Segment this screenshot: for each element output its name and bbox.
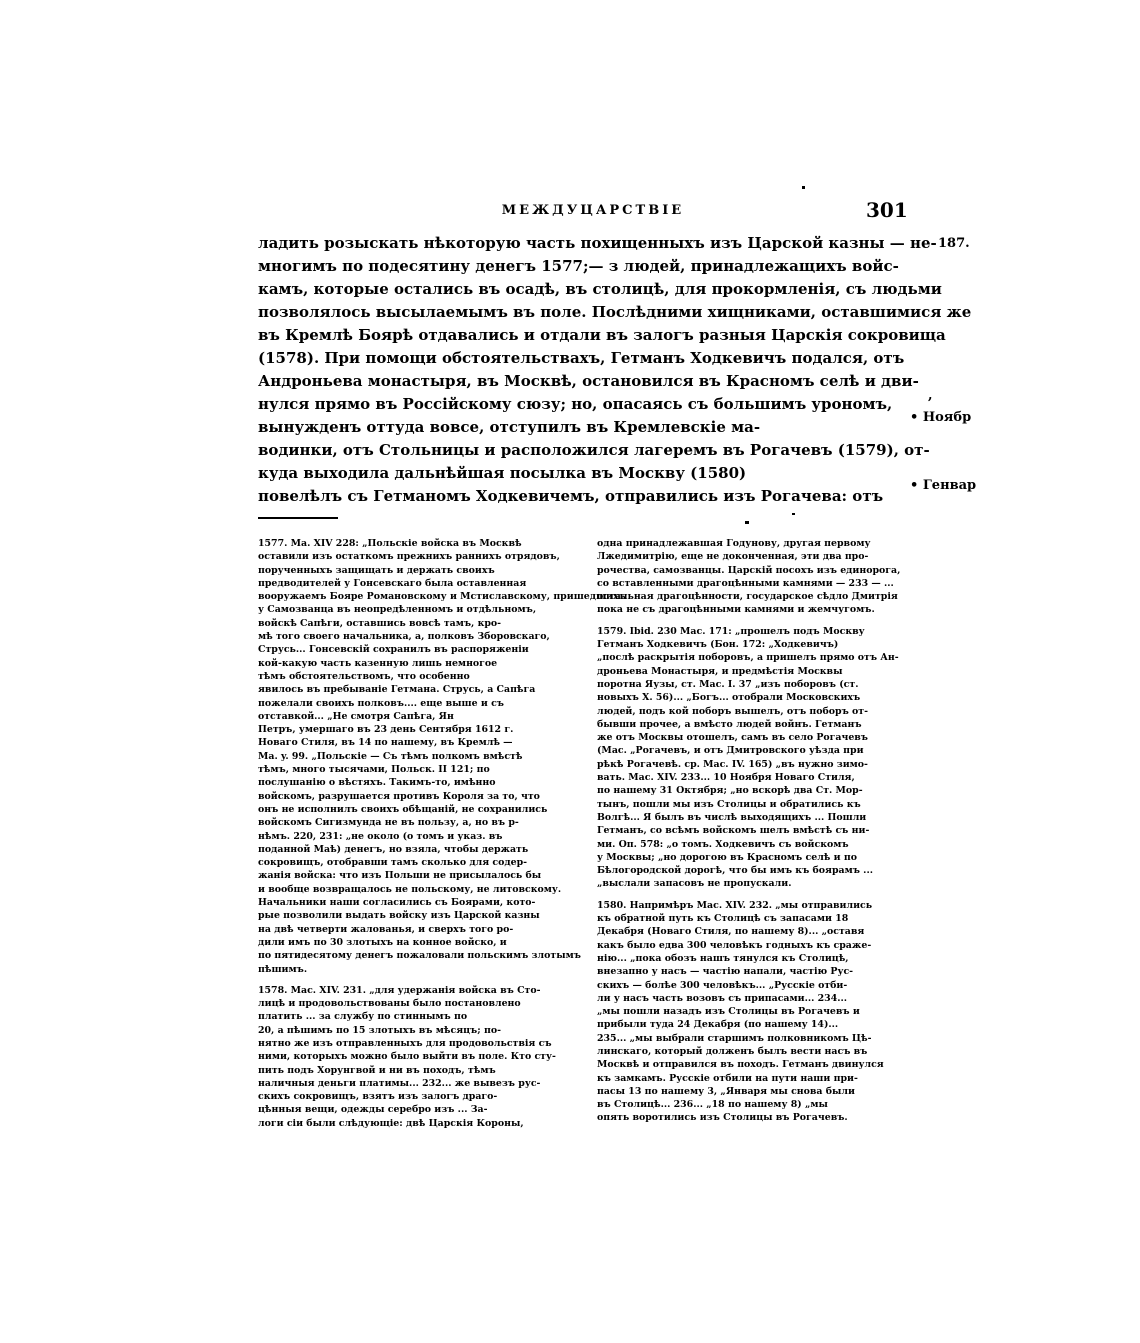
- footnote-line: 1577. Ma. XIV 228: „Польскіе войска въ Москвѣ: [258, 538, 522, 549]
- footnote-line: нѣмъ. 220, 231: „не около (о томъ и указ. въ: [258, 830, 503, 842]
- footnote-line: „мы пошли назадъ изъ Столицы въ Рогачевъ и: [597, 1006, 860, 1018]
- footnote-line: же отъ Москвы отошелъ, самъ въ село Рогачевъ: [597, 732, 868, 744]
- footnote-line: оставили изъ остаткомъ прежнихъ раннихъ отрядовъ,: [258, 551, 560, 563]
- footnote-line: ли у насъ часть возовъ съ припасами... 234...: [597, 992, 848, 1004]
- footnote-line: 1579. Ibid. 230 Mac. 171: „прошелъ подъ Москву: [597, 625, 865, 637]
- footnote-line: „выслали запасовъ не пропускали.: [597, 878, 792, 890]
- margin-note-november: • Ноябр: [910, 410, 972, 425]
- footnote-line: Волгѣ... Я былъ въ числѣ выходящихъ ... Пошли: [597, 811, 867, 823]
- footnote-line: пить подъ Хорунгвой и ни въ походъ, тѣмъ: [258, 1064, 496, 1076]
- footnote-line: онъ не исполнилъ своихъ обѣщаній, не сохранились: [258, 803, 548, 815]
- footnote-line: Декабря (Новаго Стиля, по нашему 8)... „оставя: [597, 926, 865, 938]
- footnote-1578: [258, 984, 583, 1130]
- footnote-line: мѣ того своего начальника, а, полковъ Зборовскаго,: [258, 631, 550, 643]
- main-text-line: (1578). При помощи обстоятельствахъ, Гетманъ Ходкевичъ подался, отъ: [258, 349, 905, 367]
- footnote-line: одна принадлежавшая Годунову, другая первому: [597, 538, 871, 549]
- footnote-line: жанія войска: что изъ Польши не присылалось бы: [258, 870, 542, 882]
- main-text-line: Андроньева монастыря, въ Москвѣ, остановился въ Красномъ селѣ и дви-: [258, 372, 919, 390]
- footnote-line: 1578. Mac. XIV. 231. „для удержанія войска въ Сто-: [258, 984, 541, 996]
- footnote-line: тѣмъ обстоятельствомъ, что особенно: [258, 670, 470, 682]
- running-header: МЕЖДУЦАРСТВІЕ: [501, 203, 685, 218]
- footnote-line: со вставленными драгоцѣнными камнями — 233 — ...: [597, 577, 894, 589]
- footnote-line: у Москвы; „но дорогою въ Красномъ селѣ и по: [597, 851, 857, 863]
- footnote-line: пока не съ драгоцѣнными камнями и жемчугомъ.: [597, 604, 875, 616]
- footnote-line: дроньева Монастыря, и предмѣстія Москвы: [597, 665, 843, 677]
- footnote-line: пасы 13 по нашему 3, „Января мы снова были: [597, 1085, 855, 1097]
- footnote-line: какъ было едва 300 человѣкъ годныхъ къ сраже-: [597, 939, 872, 951]
- footnote-line: внезапно у насъ — частію напали, частію Рус-: [597, 966, 854, 978]
- footnote-line: Гетманъ Ходкевичъ (Бон. 172: „Ходкевичъ): [597, 639, 839, 651]
- footnote-line: Гетманъ, со всѣмъ войскомъ шелъ вмѣстѣ съ ни-: [597, 825, 870, 837]
- footnote-line: людей, подъ кой поборъ вышелъ, отъ поборъ от-: [597, 705, 868, 717]
- footnote-line: рочества, самозванцы. Царскій посохъ изъ единорога,: [597, 564, 901, 576]
- footnote-line: поротна Яузы, ст. Mac. I. 37 „изъ поборовъ (ст.: [597, 678, 859, 690]
- main-text-line: въ Кремлѣ Боярѣ отдавались и отдали въ залогъ разныя Царскія сокровища: [258, 326, 946, 344]
- footnote-line: новыхъ X. 56)... „Богъ... отобрали Московскихъ: [597, 692, 861, 704]
- footnote-line: войскомъ, разрушается противъ Короля за то, что: [258, 790, 540, 802]
- footnote-line: Начальники наши согласились съ Боярами, кото-: [258, 897, 536, 909]
- footnote-continuation: [597, 537, 909, 617]
- main-text-line: нулся прямо въ Россійскому сюзу; но, опасаясь съ большимъ урономъ,: [258, 395, 893, 413]
- page-number: 301: [866, 198, 908, 222]
- footnote-line: логи сіи были слѣдующіе: двѣ Царскія Короны,: [258, 1117, 524, 1129]
- footnote-line: рѣкѣ Рогачевѣ. ср. Mac. IV. 165) „въ нужно зимо-: [597, 758, 868, 770]
- main-text-line: водинки, отъ Стольницы и расположился лагеремъ въ Рогачевъ (1579), от-: [258, 441, 930, 459]
- footnote-line: наличныя деньги платимы... 232... же вывезъ рус-: [258, 1077, 541, 1089]
- footnotes-right-column: [597, 537, 909, 1133]
- main-text-line: повелѣлъ съ Гетманомъ Ходкевичемъ, отправились изъ Рогачева: отъ: [258, 487, 884, 505]
- footnote-line: Лжедимитрію, еще не доконченная, эти два про-: [597, 551, 869, 563]
- footnote-line: опять воротились изъ Столицы въ Рогачевъ.: [597, 1112, 848, 1124]
- footnote-line: цѣнныя вещи, одежды серебро изъ ... За-: [258, 1104, 488, 1116]
- main-text-line: вынужденъ оттуда вовсе, отступилъ въ Кремлевскіе ма-: [258, 418, 761, 436]
- footnote-1580: [597, 899, 909, 1125]
- print-speck: [792, 513, 795, 515]
- footnote-line: къ обратной путь къ Столицѣ съ запасами 18: [597, 913, 849, 925]
- footnote-line: войскомъ Сигизмунда не въ пользу, а, но въ р-: [258, 817, 519, 829]
- footnote-line: 1580. Напримѣръ Mac. XIV. 232. „мы отправились: [597, 899, 873, 911]
- print-speck: [802, 186, 805, 189]
- footnote-line: пожелали своихъ полковъ.... еще выше и съ: [258, 697, 504, 709]
- main-text-line: многимъ по подесятину денегъ 1577;— з людей, принадлежащихъ войс-: [258, 257, 899, 275]
- footnote-line: скихъ сокровищъ, взятъ изъ залогъ драго-: [258, 1091, 498, 1103]
- footnote-line: нію... „пока обозъ нашъ тянулся къ Столицѣ,: [597, 952, 849, 964]
- footnote-separator: [258, 517, 338, 519]
- footnote-line: поданной Маѣ) денегъ, но взяла, чтобы держать: [258, 843, 529, 855]
- footnote-line: Москвѣ и отправился въ походъ. Гетманъ двинулся: [597, 1059, 884, 1071]
- main-text-line: позволялось высылаемымъ въ поле. Послѣдними хищниками, оставшимися же: [258, 303, 972, 321]
- margin-note-comma: ,: [928, 388, 933, 403]
- footnote-line: тѣмъ, много тысячами, Польск. II 121; по: [258, 764, 490, 776]
- footnote-1579: [597, 625, 909, 891]
- footnote-line: прибыли туда 24 Декабря (по нашему 14)...: [597, 1019, 839, 1031]
- footnote-line: линскаго, который долженъ былъ вести насъ въ: [597, 1045, 868, 1057]
- footnote-line: остальная драгоцѣнности, государское сѣдло Дмитрія: [597, 591, 898, 603]
- main-text-line: куда выходила дальнѣйшая посылка въ Москву (1580): [258, 464, 747, 482]
- footnote-line: порученныхъ защищать и держать своихъ: [258, 564, 495, 576]
- footnote-line: и вообще возвращалось не польскому, не литовскому.: [258, 883, 562, 895]
- footnote-line: на двѣ четверти жалованья, и сверхъ того ро-: [258, 923, 514, 935]
- footnote-line: Петръ, умершаго въ 23 день Сентября 1612 г.: [258, 724, 514, 736]
- footnote-line: Струсь... Гонсевскій сохранилъ въ распоряженіи: [258, 644, 529, 656]
- main-text-line: ладить розыскать нѣкоторую часть похищенныхъ изъ Царской казны — не-: [258, 234, 937, 252]
- footnote-line: войскѣ Сапѣги, оставшись вовсѣ тамъ, кро-: [258, 617, 502, 629]
- footnote-line: Ma. y. 99. „Польскіе — Съ тѣмъ полкомъ вмѣстѣ: [258, 750, 523, 762]
- footnote-line: тынъ, пошли мы изъ Столицы и обратились къ: [597, 798, 861, 810]
- footnote-1577: [258, 537, 626, 976]
- footnote-line: по нашему 31 Октября; „но вскорѣ два Ст. Мор-: [597, 785, 863, 797]
- footnote-line: къ замкамъ. Русскіе отбили на пути наши при-: [597, 1072, 858, 1084]
- footnote-line: нятно же изъ отправленныхъ для продовольствія съ: [258, 1037, 552, 1049]
- margin-note-footnote-ref: 187.: [938, 236, 970, 251]
- footnote-line: лицѣ и продовольствованы было постановлено: [258, 998, 521, 1010]
- main-text-line: камъ, которые остались въ осадѣ, въ столицѣ, для прокормленія, съ людьми: [258, 280, 942, 298]
- footnote-line: пѣшимъ.: [258, 963, 308, 975]
- footnotes-left-column: [258, 537, 626, 1138]
- footnote-line: вооружаемъ Бояре Романовскому и Мстиславскому, пришедшихъ: [258, 591, 626, 603]
- footnote-line: у Самозванца въ неопредѣленномъ и отдѣльномъ,: [258, 604, 537, 616]
- footnote-line: послушанію о вѣстяхъ. Такимъ-то, имѣнно: [258, 777, 496, 789]
- footnote-line: „послѣ раскрытія поборовъ, а пришелъ прямо отъ Ан-: [597, 652, 899, 664]
- footnote-line: по пятидесятому денегъ пожаловали польскимъ злотымъ: [258, 950, 581, 962]
- footnote-line: кой-какую часть казенную лишь немногое: [258, 657, 498, 669]
- footnote-line: ними, которыхъ можно было выйти въ поле. Кто сту-: [258, 1051, 556, 1063]
- print-speck: [745, 521, 749, 524]
- footnote-line: дили имъ по 30 злотыхъ на конное войско, и: [258, 936, 507, 948]
- margin-note-january: • Генвар: [910, 478, 977, 493]
- footnote-line: 20, а пѣшимъ по 15 злотыхъ въ мѣсяцъ; по-: [258, 1024, 501, 1036]
- footnote-line: рые позволили выдать войску изъ Царской казны: [258, 910, 540, 922]
- footnote-line: Новаго Стиля, въ 14 по нашему, въ Кремлѣ —: [258, 737, 513, 749]
- footnote-line: предводителей у Гонсевскаго была оставленная: [258, 577, 527, 589]
- footnote-line: отставкой... „Не смотря Сапѣга, Ян: [258, 710, 454, 722]
- footnote-line: ми. Оп. 578: „о томъ. Ходкевичъ съ войскомъ: [597, 838, 849, 850]
- footnote-line: (Mac. „Рогачевъ, и отъ Дмитровского уѣзда при: [597, 745, 864, 757]
- footnote-line: явилось въ пребываніе Гетмана. Струсь, а Сапѣга: [258, 684, 536, 696]
- footnote-line: 235... „мы выбрали старшимъ полковникомъ Цѣ-: [597, 1032, 872, 1044]
- footnote-line: скихъ — болѣе 300 человѣкъ... „Русскіе отби-: [597, 979, 848, 991]
- footnote-line: платить ... за службу по стиннымъ по: [258, 1011, 468, 1023]
- footnote-line: бывши прочее, а вмѣсто людей войнъ. Гетманъ: [597, 718, 862, 730]
- footnote-line: Бѣлогородской дорогѣ, что бы имъ къ боярамъ ...: [597, 865, 873, 877]
- footnote-line: вать. Mac. XIV. 233... 10 Ноября Новаго Стиля,: [597, 772, 855, 784]
- footnote-line: сокровищъ, отобравши тамъ сколько для содер-: [258, 857, 528, 869]
- footnote-line: въ Столицѣ... 236... „18 по нашему 8) „мы: [597, 1099, 828, 1111]
